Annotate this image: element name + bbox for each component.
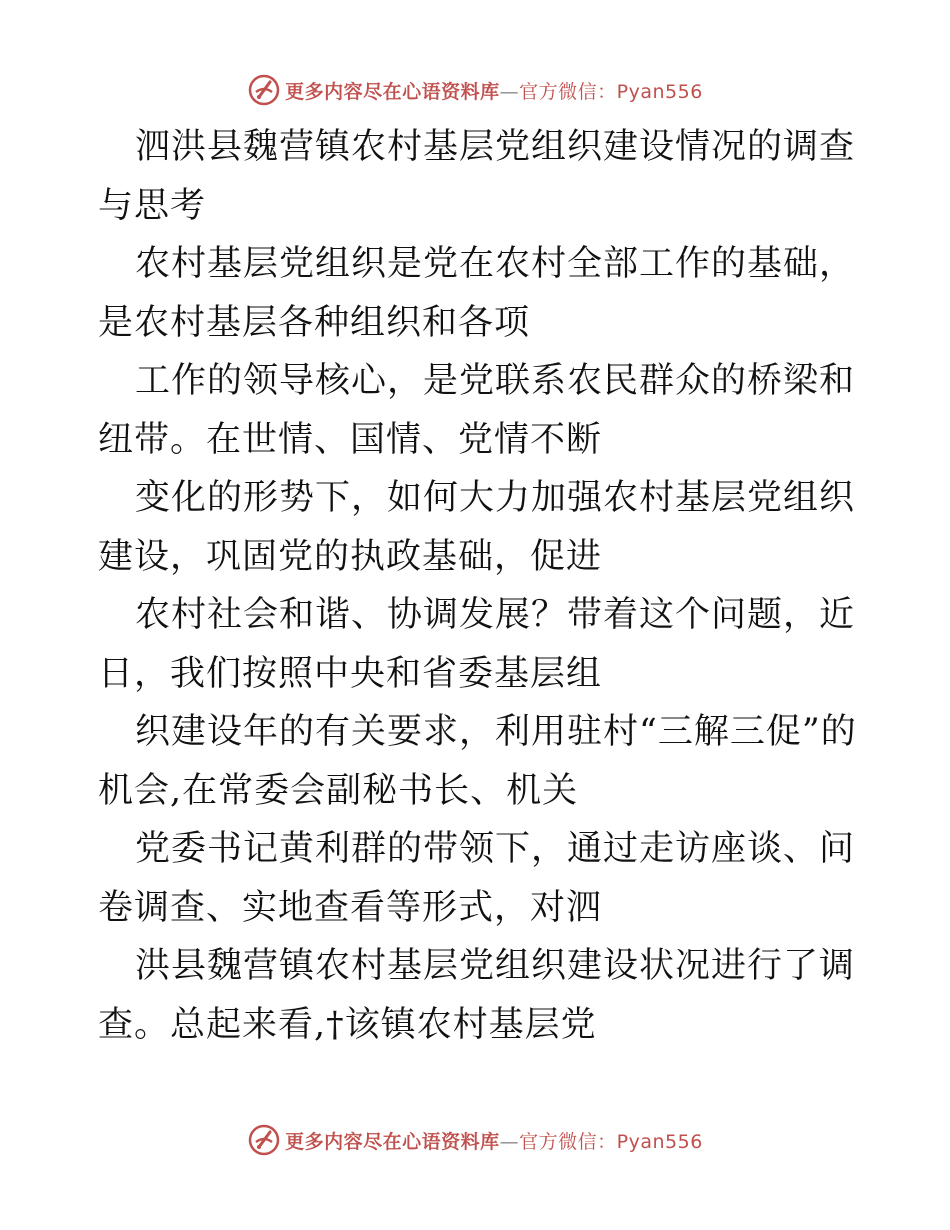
banner-main-text: 更多内容尽在心语资料库: [285, 1130, 500, 1153]
paragraph-7: 洪县魏营镇农村基层党组织建设状况进行了调查。总起来看,†该镇农村基层党: [98, 946, 856, 1045]
header-banner: [0, 70, 950, 110]
paragraph-6: 党委书记黄利群的带领下，通过走访座谈、问卷调查、实地查看等形式，对泗: [98, 829, 856, 928]
paragraph-5: 织建设年的有关要求，利用驻村“三解三促”的机会,在常委会副秘书长、机关: [98, 712, 857, 811]
document-body: [98, 118, 858, 1054]
banner-wechat-text: 官方微信：Pyan556: [519, 1130, 703, 1153]
paragraph-3: 变化的形势下，如何大力加强农村基层党组织建设，巩固党的执政基础，促进: [98, 478, 856, 577]
banner-text: [285, 77, 703, 104]
book-pen-logo-icon: [247, 73, 281, 107]
book-pen-logo-icon: [247, 1123, 281, 1157]
paragraph-2: 工作的领导核心，是党联系农民群众的桥梁和纽带。在世情、国情、党情不断: [98, 361, 856, 460]
footer-banner: [0, 1120, 950, 1160]
document-title: 泗洪县魏营镇农村基层党组织建设情况的调查与思考: [98, 127, 856, 226]
banner-wechat-text: 官方微信：Pyan556: [519, 80, 703, 103]
paragraph-4: 农村社会和谐、协调发展？带着这个问题，近日，我们按照中央和省委基层组: [98, 595, 856, 694]
banner-dash: —: [499, 80, 520, 103]
paragraph-1: 农村基层党组织是党在农村全部工作的基础，是农村基层各种组织和各项: [98, 244, 856, 343]
banner-text: [285, 1127, 703, 1154]
banner-main-text: 更多内容尽在心语资料库: [285, 80, 500, 103]
banner-dash: —: [499, 1130, 520, 1153]
